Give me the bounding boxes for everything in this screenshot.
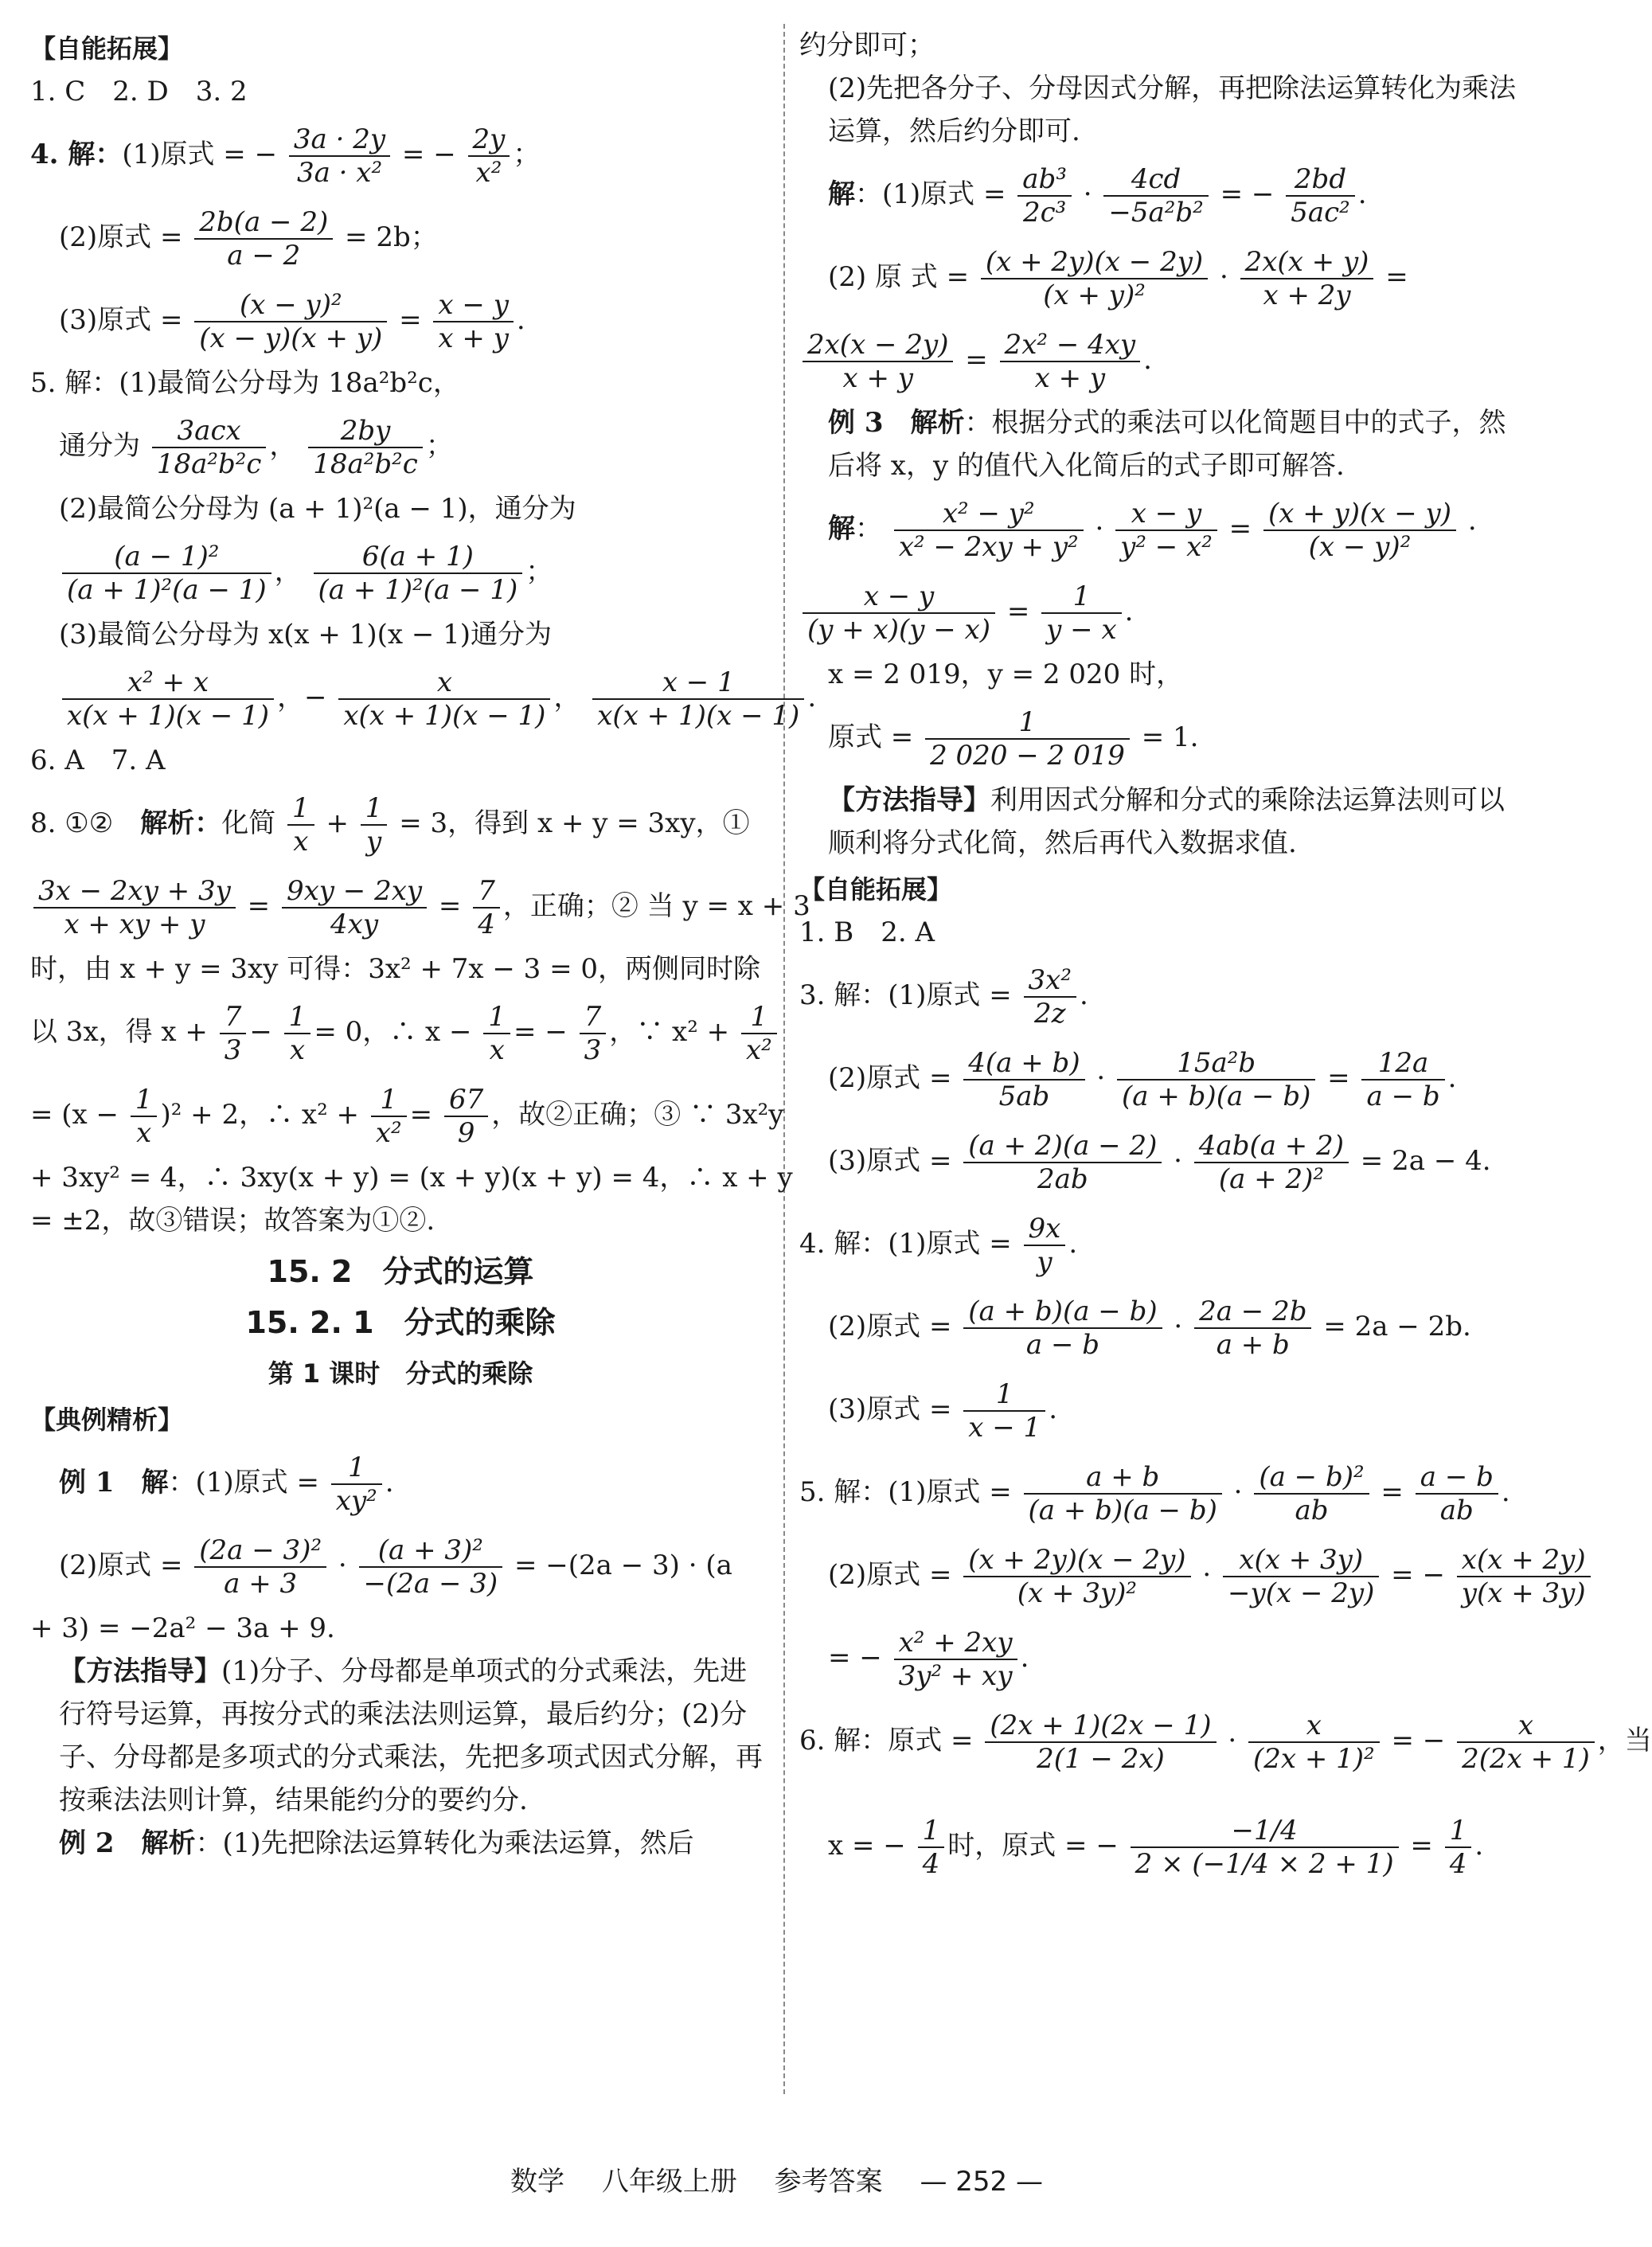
answer-1-2: 1. B 2. A bbox=[799, 916, 935, 948]
ex2-sol2: (2) 原 式 = $\frac{(x + 2y)(x - 2y)}{\text{(x + y)²}}$ · $\frac{2x(x + y)}{x + 2y}$ = bbox=[828, 246, 1408, 311]
q5-tf-frac2: $\frac{2by}{\text{18a²b²c}}$ bbox=[308, 415, 423, 480]
r-q6-l2-bigfrac: $\frac{-1/4}{2 \times (-1/4 \times 2 + 1)}$ bbox=[1131, 1815, 1399, 1880]
q5-3-frac3: $\frac{x - 1}{x(x + 1)(x - 1)}$ bbox=[592, 666, 804, 732]
ex3-sol-line2: $\frac{x - y}{(y + x)(y - x)}$ = $\frac{1}{y - x}$ . bbox=[799, 570, 1524, 653]
q4-line1: 4. 解：(1)原式 = − $\frac{3a \cdot 2y}{\text{3a · x²}}$ = − $\frac{2y}{\text{x²}}$ ； bbox=[30, 123, 541, 189]
q4-line2: (2)原式 = $\frac{2b(a - 2)}{a - 2}$ = 2b； bbox=[59, 206, 438, 272]
ex3-result: 原式 = $\frac{1}{2 020 - 2 019}$ = 1. bbox=[828, 706, 1199, 772]
q8-l2-frac2: $\frac{9xy - 2xy}{4xy}$ bbox=[282, 875, 427, 940]
ex2-s1-frac3: $\frac{2bd}{\text{5ac²}}$ bbox=[1286, 163, 1355, 229]
ex2-s1-frac2: $\frac{4cd}{\text{−5a²b²}}$ bbox=[1103, 163, 1208, 229]
method-guide-2-label: 【方法指导】 bbox=[828, 784, 990, 816]
ex1-line2: (2)原式 = $\frac{\text{(2a − 3)²}}{a + 3}$ · $\frac{\text{(a + 3)²}}{-(2a - 3)}$ = −(2a − 3) · (a bbox=[59, 1534, 732, 1600]
footer-grade: 八年级上册 bbox=[601, 2166, 737, 2198]
ex2-s2-frac2: $\frac{2x(x + y)}{x + 2y}$ bbox=[1240, 246, 1374, 311]
method-guide-2-text: 利用因式分解和分式的乘除法运算法则可以顺利将分式化简，然后再代入数据求值. bbox=[828, 784, 1505, 859]
r-q6-frac2: $\frac{x}{\text{(2x + 1)²}}$ bbox=[1248, 1710, 1380, 1775]
q8-line7: = ±2，故③错误；故答案为①②. bbox=[30, 1205, 435, 1237]
q8-l2-frac3: $\frac{7}{4}$ bbox=[473, 875, 500, 940]
ex1-2-frac2: $\frac{\text{(a + 3)²}}{-(2a - 3)}$ bbox=[359, 1534, 503, 1600]
ex3-res-frac: $\frac{1}{2 020 - 2 019}$ bbox=[925, 706, 1130, 772]
r-q5-line2: (2)原式 = $\frac{(x + 2y)(x - 2y)}{\text{(x + 3y)²}}$ · $\frac{x(x + 3y)}{-y(x - 2y)}$ = − $\frac{x(x + 2y)}{y(x + 3y)}$ bbox=[799, 1534, 1524, 1616]
r-q5-2-frac2: $\frac{x(x + 3y)}{-y(x - 2y)}$ bbox=[1223, 1544, 1379, 1609]
r-q3-2-frac3: $\frac{12a}{a - b}$ bbox=[1361, 1047, 1444, 1112]
r-q4-2-frac1: $\frac{(a + b)(a - b)}{a - b}$ bbox=[963, 1295, 1162, 1361]
ex2-s2-frac4: $\frac{\text{2x² − 4xy}}{x + y}$ bbox=[1000, 329, 1141, 394]
r-q3-line1: 3. 解：(1)原式 = $\frac{\text{3x²}}{2z}$ . bbox=[799, 964, 1088, 1030]
q5-2-frac2: $\frac{6(a + 1)}{\text{(a + 1)²(a − 1)}}$ bbox=[314, 541, 523, 606]
q8-l4-frac1: $\frac{7}{3}$ bbox=[220, 1001, 247, 1066]
ex2-part2: (2)先把各分子、分母因式分解，再把除法运算转化为乘法运算，然后约分即可. bbox=[828, 72, 1517, 147]
ex3-frac2: $\frac{x - y}{\text{y² − x²}}$ bbox=[1115, 498, 1217, 563]
q5-tf-frac1: $\frac{\text{3acx}}{\text{18a²b²c}}$ bbox=[152, 415, 267, 480]
r-q3-1-frac: $\frac{\text{3x²}}{2z}$ bbox=[1024, 964, 1076, 1030]
heading-lesson-1: 第 1 课时 分式的乘除 bbox=[268, 1358, 533, 1389]
r-q5-2-frac1: $\frac{(x + 2y)(x - 2y)}{\text{(x + 3y)²}}$ bbox=[963, 1544, 1190, 1609]
q5-2-fracs: $\frac{\text{(a − 1)²}}{\text{(a + 1)²(a − 1)}}$ ， $\frac{6(a + 1)}{\text{(a + 1)²(a − 1)}}$ ； bbox=[30, 530, 771, 613]
answer-1-3: 1. C 2. D 3. 2 bbox=[30, 76, 248, 107]
section-dianli: 【典例精析】 bbox=[30, 1405, 184, 1435]
ex3-frac1: $\frac{\text{x² − y²}}{\text{x² − 2xy + y²}}$ bbox=[894, 498, 1084, 563]
q8-frac1: $\frac{1}{x}$ bbox=[287, 792, 314, 858]
q4-3-frac1: $\frac{\text{(x − y)²}}{(x - y)(x + y)}$ bbox=[194, 289, 387, 354]
r-q4-line1: 4. 解：(1)原式 = $\frac{9x}{y}$ . bbox=[799, 1213, 1078, 1278]
ex3-sol-line1: 解： $\frac{\text{x² − y²}}{\text{x² − 2xy + y²}}$ · $\frac{x - y}{\text{y² − x²}}$ = $\frac{(x + y)(x - y)}{\text{(x − y)²}}$ · bbox=[828, 498, 1477, 563]
page-number: — 252 — bbox=[920, 2166, 1043, 2198]
ex3-label: 例 3 bbox=[828, 407, 884, 439]
ex1-line3: + 3) = −2a² − 3a + 9. bbox=[30, 1612, 335, 1644]
q4-1-pre: (1)原式 = − bbox=[122, 139, 278, 170]
q8-l4-frac4: $\frac{7}{3}$ bbox=[580, 1001, 607, 1066]
answer-6-7: 6. A 7. A bbox=[30, 744, 166, 776]
r-q3-3-frac2: $\frac{4ab(a + 2)}{\text{(a + 2)²}}$ bbox=[1194, 1130, 1349, 1195]
ex2-sol2-cont: $\frac{2x(x - 2y)}{x + y}$ = $\frac{\text{2x² − 4xy}}{x + y}$ . bbox=[799, 318, 1524, 401]
r-q4-line2: (2)原式 = $\frac{(a + b)(a - b)}{a - b}$ · $\frac{2a - 2b}{a + b}$ = 2a − 2b. bbox=[828, 1295, 1471, 1361]
right-column bbox=[799, 24, 1652, 1909]
q5-2-frac1: $\frac{\text{(a − 1)²}}{\text{(a + 1)²(a − 1)}}$ bbox=[62, 541, 271, 606]
section-zineng: 【自能拓展】 bbox=[30, 33, 184, 64]
ex2-label: 例 2 bbox=[59, 1827, 115, 1859]
r-q5-2-l2-frac: $\frac{\text{x² + 2xy}}{\text{3y² + xy}}$ bbox=[894, 1627, 1017, 1692]
ex1-jie: 解 bbox=[141, 1467, 169, 1499]
ex1-2-frac1: $\frac{\text{(2a − 3)²}}{a + 3}$ bbox=[194, 1534, 326, 1600]
method-guide-label: 【方法指导】 bbox=[59, 1655, 221, 1687]
q8-l5-frac3: $\frac{67}{9}$ bbox=[444, 1084, 488, 1149]
ex3-frac3: $\frac{(x + y)(x - y)}{\text{(x − y)²}}$ bbox=[1263, 498, 1456, 563]
method-guide-1 bbox=[30, 1650, 771, 1822]
ex3-jiexi: 例 3 解析：根据分式的乘法可以化简题目中的式子，然后将 x，y 的值代入化简后的式子即可解答. bbox=[828, 407, 1506, 482]
q5-line1: 5. 解：(1)最简公分母为 18a²b²c， bbox=[30, 367, 460, 399]
q5-2-text: (2)最简公分母为 (a + 1)²(a − 1)，通分为 bbox=[59, 493, 576, 525]
r-q6-line1: 6. 解：原式 = $\frac{(2x + 1)(2x - 1)}{2(1 - 2x)}$ · $\frac{x}{\text{(2x + 1)²}}$ = − $\frac{x}{2(2x + 1)}$ ，当 bbox=[799, 1710, 1652, 1775]
q8-line6: + 3xy² = 4，∴ 3xy(x + y) = (x + y)(x + y) = 4，∴ x + y bbox=[30, 1162, 793, 1194]
r-q4-2-frac2: $\frac{2a - 2b}{a + b}$ bbox=[1194, 1295, 1311, 1361]
q8-l4-frac2: $\frac{1}{x}$ bbox=[284, 1001, 311, 1066]
q5-3-text: (3)最简公分母为 x(x + 1)(x − 1)通分为 bbox=[59, 619, 553, 651]
r-q3-2-frac1: $\frac{4(a + b)}{5ab}$ bbox=[963, 1047, 1084, 1112]
ex2-jiexi: 解析 bbox=[141, 1827, 196, 1859]
ex2-cont: 约分即可； bbox=[799, 29, 935, 61]
r-q6-l2-frac1: $\frac{1}{4}$ bbox=[918, 1815, 945, 1880]
q8-line5: = (x − $\frac{1}{x}$ )² + 2，∴ x² + $\frac{1}{\text{x²}}$ = $\frac{67}{9}$ ，故②正确；③ ∵ 3x²y bbox=[30, 1084, 784, 1149]
ex2-sol1: 解：(1)原式 = $\frac{\text{ab³}}{\text{2c³}}$ · $\frac{4cd}{\text{−5a²b²}}$ = − $\frac{2bd}{\text{5ac²}}$ . bbox=[828, 163, 1367, 229]
ex3-frac4: $\frac{x - y}{(y + x)(y - x)}$ bbox=[803, 580, 995, 646]
q4-prefix: 4. 解： bbox=[30, 139, 123, 170]
r-q5-2-frac3: $\frac{x(x + 2y)}{y(x + 3y)}$ bbox=[1457, 1544, 1591, 1609]
r-q4-1-frac: $\frac{9x}{y}$ bbox=[1024, 1213, 1066, 1278]
q8-frac2: $\frac{1}{y}$ bbox=[361, 792, 388, 858]
page-footer bbox=[0, 2159, 1553, 2198]
q4-line3: (3)原式 = $\frac{\text{(x − y)²}}{(x - y)(x + y)}$ = $\frac{x - y}{x + y}$ . bbox=[59, 289, 525, 354]
ex2-jie: 解 bbox=[828, 178, 855, 210]
ex3-jie: 解 bbox=[828, 513, 855, 545]
q8-line2: $\frac{3x - 2xy + 3y}{x + xy + y}$ = $\frac{9xy - 2xy}{4xy}$ = $\frac{7}{4}$ ，正确；② 当 y = x + 3 bbox=[30, 865, 771, 948]
q8-l2-frac1: $\frac{3x - 2xy + 3y}{x + xy + y}$ bbox=[33, 875, 236, 940]
r-q4-line3: (3)原式 = $\frac{1}{x - 1}$ . bbox=[828, 1378, 1058, 1444]
q5-3-frac2: $\frac{x}{x(x + 1)(x - 1)}$ bbox=[338, 666, 550, 732]
ex1-label: 例 1 bbox=[59, 1467, 115, 1499]
r-q6-frac3: $\frac{x}{2(2x + 1)}$ bbox=[1457, 1710, 1595, 1775]
ex1-line1: 例 1 解：(1)原式 = $\frac{1}{\text{xy²}}$ . bbox=[59, 1452, 394, 1517]
r-q6-frac1: $\frac{(2x + 1)(2x - 1)}{2(1 - 2x)}$ bbox=[985, 1710, 1216, 1775]
q8-l5-frac2: $\frac{1}{\text{x²}}$ bbox=[371, 1084, 407, 1149]
q8-l4-frac3: $\frac{1}{x}$ bbox=[483, 1001, 510, 1066]
r-q5-line3: = − $\frac{\text{x² + 2xy}}{\text{3y² + xy}}$ . bbox=[828, 1627, 1029, 1692]
q4-1-frac2: $\frac{2y}{\text{x²}}$ bbox=[468, 123, 510, 189]
q8-line1: 8. ①② 解析：化简 $\frac{1}{x}$ + $\frac{1}{y}$ = 3，得到 x + y = 3xy，① bbox=[30, 792, 750, 858]
footer-subject: 数学 bbox=[510, 2166, 565, 2198]
r-q3-3-frac1: $\frac{(a + 2)(a - 2)}{2ab}$ bbox=[963, 1130, 1162, 1195]
ex3-jiexi-label: 解析 bbox=[910, 407, 965, 439]
r-q3-line3: (3)原式 = $\frac{(a + 2)(a - 2)}{2ab}$ · $\frac{4ab(a + 2)}{\text{(a + 2)²}}$ = 2a − 4. bbox=[828, 1130, 1491, 1195]
heading-15-2: 15. 2 分式的运算 bbox=[267, 1254, 534, 1289]
r-q6-line2: x = − $\frac{1}{4}$ 时，原式 = − $\frac{-1/4}{2 \times (-1/4 \times 2 + 1)}$ = $\frac{1}{4}$ . bbox=[828, 1815, 1484, 1880]
q8-line4: 以 3x，得 x + $\frac{7}{3}$ − $\frac{1}{x}$ = 0，∴ x − $\frac{1}{x}$ = − $\frac{7}{3}$ ，∵ x² + $\frac{1}{\text{x²}}$ bbox=[30, 991, 771, 1073]
q5-tongfen: 通分为 $\frac{\text{3acx}}{\text{18a²b²c}}$ ， $\frac{2by}{\text{18a²b²c}}$ ； bbox=[59, 415, 453, 480]
q4-2-frac: $\frac{2b(a - 2)}{a - 2}$ bbox=[194, 206, 333, 272]
ex3-frac5: $\frac{1}{y - x}$ bbox=[1041, 580, 1122, 646]
q4-1-frac1: $\frac{3a \cdot 2y}{\text{3a · x²}}$ bbox=[289, 123, 390, 189]
heading-15-2-1: 15. 2. 1 分式的乘除 bbox=[245, 1305, 556, 1340]
ex2-s2-frac3: $\frac{2x(x - 2y)}{x + y}$ bbox=[803, 329, 953, 394]
q4-3-frac2: $\frac{x - y}{x + y}$ bbox=[433, 289, 514, 354]
q8-l5-frac1: $\frac{1}{x}$ bbox=[131, 1084, 158, 1149]
r-q5-1-frac1: $\frac{a + b}{(a + b)(a - b)}$ bbox=[1024, 1461, 1222, 1526]
ex2-s2-frac1: $\frac{(x + 2y)(x - 2y)}{\text{(x + y)²}}$ bbox=[981, 246, 1208, 311]
q8-jiexi-label: 解析： bbox=[140, 807, 222, 839]
q8-l4-frac5: $\frac{1}{\text{x²}}$ bbox=[741, 1001, 777, 1066]
q8-line3: 时，由 x + y = 3xy 可得：3x² + 7x − 3 = 0，两侧同时除 bbox=[30, 953, 761, 985]
ex2-s1-frac1: $\frac{\text{ab³}}{\text{2c³}}$ bbox=[1017, 163, 1072, 229]
q5-3-fracs: $\frac{\text{x² + x}}{x(x + 1)(x - 1)}$ ，− $\frac{x}{x(x + 1)(x - 1)}$ ， $\frac{x - 1}{x(x + 1)(x - 1)}$ . bbox=[30, 656, 771, 739]
column-divider bbox=[783, 24, 785, 2094]
left-column bbox=[30, 24, 817, 1865]
ex3-values: x = 2 019，y = 2 020 时， bbox=[828, 658, 1184, 690]
r-q4-3-frac: $\frac{1}{x - 1}$ bbox=[963, 1378, 1045, 1444]
section-zineng-2: 【自能拓展】 bbox=[799, 874, 953, 905]
r-q3-2-frac2: $\frac{\text{15a²b}}{(a + b)(a - b)}$ bbox=[1117, 1047, 1315, 1112]
r-q5-line1: 5. 解：(1)原式 = $\frac{a + b}{(a + b)(a - b)}$ · $\frac{\text{(a − b)²}}{ab}$ = $\frac{a - b}{ab}$ . bbox=[799, 1461, 1510, 1526]
method-guide-2 bbox=[799, 779, 1524, 865]
r-q5-1-frac3: $\frac{a - b}{ab}$ bbox=[1416, 1461, 1498, 1526]
r-q5-1-frac2: $\frac{\text{(a − b)²}}{ab}$ bbox=[1254, 1461, 1369, 1526]
r-q6-l2-frac3: $\frac{1}{4}$ bbox=[1445, 1815, 1472, 1880]
ex1-frac: $\frac{1}{\text{xy²}}$ bbox=[331, 1452, 382, 1517]
method-guide-text: (1)分子、分母都是单项式的分式乘法，先进行符号运算，再按分式的乘法法则运算，最后约分；(2)分子、分母都是多项式的分式乘法，先把多项式因式分解，再按乘法法则计算，结果能约分的要约分. bbox=[59, 1655, 763, 1816]
q5-3-frac1: $\frac{\text{x² + x}}{x(x + 1)(x - 1)}$ bbox=[62, 666, 274, 732]
r-q3-line2: (2)原式 = $\frac{4(a + b)}{5ab}$ · $\frac{\text{15a²b}}{(a + b)(a - b)}$ = $\frac{12a}{a - b}$ . bbox=[828, 1047, 1457, 1112]
ex2-line1: 例 2 解析：(1)先把除法运算转化为乘法运算，然后 bbox=[59, 1827, 694, 1859]
footer-book: 参考答案 bbox=[774, 2166, 883, 2198]
